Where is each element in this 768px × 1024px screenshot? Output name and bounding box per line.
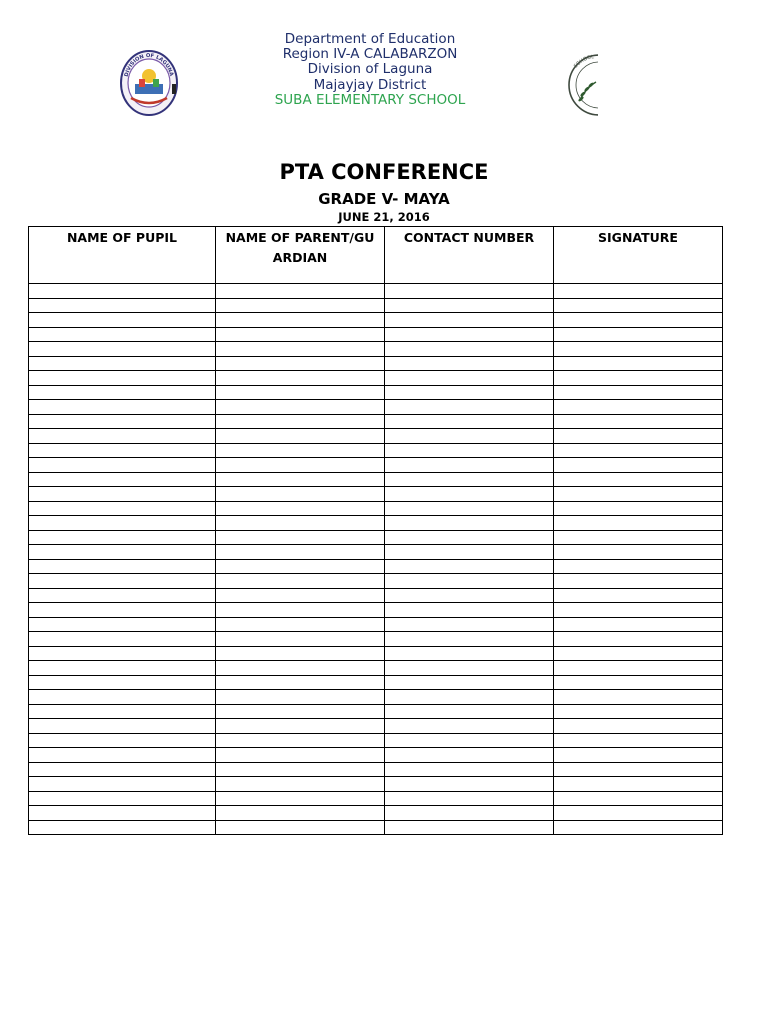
table-row (29, 458, 723, 473)
table-cell (554, 603, 723, 618)
table-cell (554, 617, 723, 632)
conference-date: JUNE 21, 2016 (338, 210, 430, 224)
table-cell (385, 414, 554, 429)
table-cell (216, 356, 385, 371)
table-cell (29, 284, 216, 299)
table-cell (216, 487, 385, 502)
table-cell (29, 791, 216, 806)
table-row (29, 777, 723, 792)
table-cell (554, 588, 723, 603)
table-row (29, 588, 723, 603)
table-cell (216, 429, 385, 444)
table-cell (29, 443, 216, 458)
table-cell (29, 646, 216, 661)
table-cell (29, 414, 216, 429)
table-cell (554, 661, 723, 676)
attendance-table (28, 226, 723, 835)
table-cell (554, 501, 723, 516)
table-row (29, 748, 723, 763)
table-row (29, 675, 723, 690)
table-cell (29, 777, 216, 792)
table-cell (554, 313, 723, 328)
table-cell (216, 414, 385, 429)
table-cell (554, 690, 723, 705)
table-cell (216, 501, 385, 516)
table-cell (554, 487, 723, 502)
table-cell (385, 400, 554, 415)
table-cell (385, 327, 554, 342)
table-row (29, 414, 723, 429)
column-header-parent-name: NAME OF PARENT/GUARDIAN (216, 227, 385, 284)
table-cell (385, 356, 554, 371)
table-cell (554, 298, 723, 313)
table-cell (385, 762, 554, 777)
table-cell (554, 574, 723, 589)
table-cell (385, 342, 554, 357)
table-cell (385, 675, 554, 690)
table-row (29, 704, 723, 719)
table-cell (385, 791, 554, 806)
table-cell (385, 748, 554, 763)
table-cell (216, 646, 385, 661)
table-cell (216, 516, 385, 531)
table-cell (216, 327, 385, 342)
table-cell (554, 820, 723, 835)
table-cell (385, 632, 554, 647)
table-cell (554, 733, 723, 748)
table-cell (29, 675, 216, 690)
header-line-division: Division of Laguna (307, 61, 433, 78)
table-row (29, 400, 723, 415)
table-cell (216, 777, 385, 792)
table-cell (216, 617, 385, 632)
table-cell (216, 574, 385, 589)
table-cell (216, 530, 385, 545)
table-row (29, 791, 723, 806)
table-row (29, 356, 723, 371)
table-cell (29, 559, 216, 574)
table-cell (554, 704, 723, 719)
table-row (29, 632, 723, 647)
table-cell (216, 371, 385, 386)
table-cell (29, 632, 216, 647)
table-cell (554, 371, 723, 386)
table-row (29, 559, 723, 574)
table-cell (216, 733, 385, 748)
header-school-name: SUBA ELEMENTARY SCHOOL (274, 91, 466, 108)
table-cell (29, 748, 216, 763)
table-cell (216, 458, 385, 473)
table-row (29, 617, 723, 632)
table-cell (216, 690, 385, 705)
table-cell (29, 429, 216, 444)
table-cell (385, 545, 554, 560)
table-cell (554, 327, 723, 342)
table-cell (29, 545, 216, 560)
table-cell (29, 327, 216, 342)
table-cell (216, 661, 385, 676)
table-cell (554, 675, 723, 690)
seal-text: DIVISION OF LAGUNA (123, 52, 175, 78)
table-row (29, 472, 723, 487)
table-cell (216, 443, 385, 458)
table-cell (385, 733, 554, 748)
table-row (29, 646, 723, 661)
table-cell (385, 516, 554, 531)
table-cell (216, 675, 385, 690)
table-body (29, 284, 723, 835)
table-row (29, 429, 723, 444)
table-cell (385, 501, 554, 516)
table-cell (385, 487, 554, 502)
table-row (29, 487, 723, 502)
table-cell (385, 443, 554, 458)
table-cell (29, 762, 216, 777)
table-cell (29, 530, 216, 545)
table-cell (216, 342, 385, 357)
table-cell (554, 559, 723, 574)
table-cell (216, 820, 385, 835)
table-row (29, 690, 723, 705)
table-cell (554, 284, 723, 299)
letterhead (200, 32, 540, 108)
table-row (29, 516, 723, 531)
table-cell (554, 443, 723, 458)
header-line-department: Department of Education (284, 31, 456, 47)
table-cell (29, 617, 216, 632)
table-cell (554, 530, 723, 545)
table-row (29, 443, 723, 458)
table-cell (554, 356, 723, 371)
table-row (29, 327, 723, 342)
table-cell (29, 342, 216, 357)
table-cell (385, 458, 554, 473)
table-cell (29, 516, 216, 531)
table-row (29, 385, 723, 400)
table-cell (554, 414, 723, 429)
table-cell (385, 371, 554, 386)
table-header-row (29, 227, 723, 284)
table-cell (29, 487, 216, 502)
column-header-pupil-name: NAME OF PUPIL (29, 227, 216, 284)
school-seal-logo (566, 54, 598, 116)
table-cell (385, 690, 554, 705)
table-cell (554, 777, 723, 792)
table-row (29, 806, 723, 821)
table-cell (216, 400, 385, 415)
table-cell (216, 313, 385, 328)
table-cell (385, 530, 554, 545)
table-cell (385, 603, 554, 618)
table-cell (385, 588, 554, 603)
table-cell (29, 704, 216, 719)
table-cell (29, 820, 216, 835)
table-cell (29, 385, 216, 400)
division-seal-logo (118, 48, 180, 118)
table-cell (29, 371, 216, 386)
table-cell (29, 719, 216, 734)
table-cell (385, 617, 554, 632)
table-cell (29, 603, 216, 618)
column-header-contact-number: CONTACT NUMBER (385, 227, 554, 284)
table-cell (385, 284, 554, 299)
table-cell (29, 690, 216, 705)
table-cell (554, 748, 723, 763)
table-cell (29, 501, 216, 516)
column-header-signature: SIGNATURE (554, 227, 723, 284)
table-cell (29, 806, 216, 821)
table-row (29, 313, 723, 328)
table-row (29, 284, 723, 299)
table-cell (29, 588, 216, 603)
table-cell (554, 646, 723, 661)
table-cell (385, 472, 554, 487)
table-cell (29, 472, 216, 487)
document-title: PTA CONFERENCE (279, 160, 489, 184)
table-row (29, 342, 723, 357)
table-cell (216, 704, 385, 719)
table-row (29, 762, 723, 777)
table-cell (385, 704, 554, 719)
table-cell (385, 385, 554, 400)
table-row (29, 501, 723, 516)
table-row (29, 661, 723, 676)
grade-section: GRADE V- MAYA (318, 190, 450, 208)
table-cell (29, 733, 216, 748)
table-row (29, 574, 723, 589)
table-cell (554, 545, 723, 560)
table-row (29, 371, 723, 386)
table-cell (554, 472, 723, 487)
table-cell (216, 284, 385, 299)
table-cell (554, 516, 723, 531)
table-cell (29, 356, 216, 371)
table-cell (554, 719, 723, 734)
table-cell (216, 632, 385, 647)
table-row (29, 603, 723, 618)
table-cell (554, 385, 723, 400)
table-cell (554, 429, 723, 444)
table-cell (385, 820, 554, 835)
table-row (29, 820, 723, 835)
table-cell (385, 298, 554, 313)
table-cell (554, 458, 723, 473)
table-row (29, 298, 723, 313)
table-cell (385, 719, 554, 734)
table-cell (216, 603, 385, 618)
table-cell (216, 791, 385, 806)
table-cell (216, 385, 385, 400)
table-cell (385, 313, 554, 328)
table-cell (29, 574, 216, 589)
table-cell (385, 429, 554, 444)
table-cell (385, 574, 554, 589)
table-cell (29, 313, 216, 328)
table-cell (385, 777, 554, 792)
header-line-district: Majayjay District (313, 76, 427, 93)
table-cell (554, 400, 723, 415)
table-cell (216, 472, 385, 487)
table-cell (216, 748, 385, 763)
header-line-region: Region IV-A CALABARZON (282, 46, 458, 63)
table-cell (554, 806, 723, 821)
table-row (29, 719, 723, 734)
table-cell (29, 661, 216, 676)
table-row (29, 545, 723, 560)
table-row (29, 733, 723, 748)
school-seal-text: SCHOOL (572, 54, 595, 70)
table-cell (216, 559, 385, 574)
table-row (29, 530, 723, 545)
table-cell (29, 400, 216, 415)
table-cell (216, 806, 385, 821)
table-cell (554, 762, 723, 777)
table-cell (385, 661, 554, 676)
table-cell (216, 762, 385, 777)
table-cell (216, 719, 385, 734)
table-cell (385, 559, 554, 574)
table-cell (554, 342, 723, 357)
table-cell (216, 298, 385, 313)
table-cell (554, 791, 723, 806)
table-cell (554, 632, 723, 647)
table-cell (216, 588, 385, 603)
table-cell (216, 545, 385, 560)
table-cell (385, 646, 554, 661)
table-cell (29, 458, 216, 473)
table-cell (385, 806, 554, 821)
table-cell (29, 298, 216, 313)
